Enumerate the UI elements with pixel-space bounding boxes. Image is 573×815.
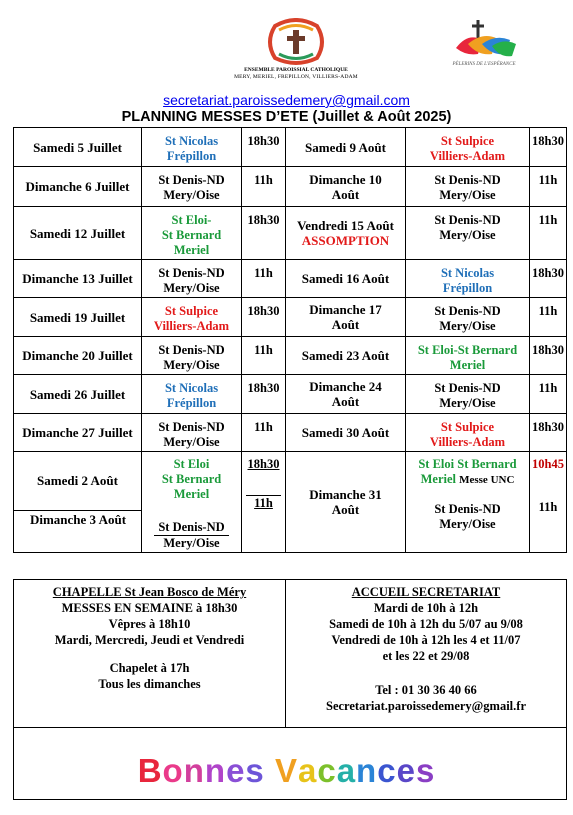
banner-letter: a xyxy=(297,752,318,789)
date-cell: Samedi 5 Juillet xyxy=(14,128,142,167)
location-cell: St Nicolas Frépillon xyxy=(142,375,242,414)
logo-text-line1: ENSEMBLE PAROISSIAL CATHOLIQUE xyxy=(244,67,348,73)
time-cell: 18h30 xyxy=(530,414,567,452)
date-cell: Samedi 12 Juillet xyxy=(14,207,142,260)
time-cell: 18h30 xyxy=(530,337,567,375)
banner-letter: V xyxy=(274,752,298,789)
date-cell: Samedi 26 Juillet xyxy=(14,375,142,414)
time-cell: 18h30 xyxy=(530,260,567,298)
location-cell: St Eloi- St Bernard Meriel xyxy=(142,207,242,260)
secretariat-title: ACCUEIL SECRETARIAT xyxy=(351,585,501,599)
cross-logo-icon xyxy=(265,18,327,66)
date-cell: Samedi 30 Août xyxy=(286,414,406,452)
secretariat-email[interactable]: Secretariat.paroissedemery@gmail.fr xyxy=(326,699,526,713)
banner-letter: B xyxy=(137,752,163,789)
pilgrims-logo-icon xyxy=(448,14,520,62)
location-cell: St Denis-ND Mery/Oise xyxy=(142,337,242,375)
banner-letter: c xyxy=(317,752,337,789)
banner-letter: a xyxy=(336,752,357,789)
chapel-info: CHAPELLE St Jean Bosco de Méry MESSES EN SEMAINE à 18h30 Vêpres à 18h10 Mardi, Mercredi, Jeudi et Vendredi Chapelet à 17h Tous les dimanches xyxy=(14,580,286,728)
table-row xyxy=(14,167,567,207)
location-cell: St Eloi St Bernard Meriel Messe UNC St Denis-ND Mery/Oise xyxy=(406,452,530,553)
time-cell: 11h xyxy=(242,167,286,207)
date-cell: Dimanche 13 Juillet xyxy=(14,260,142,298)
location-cell: St Denis-ND Mery/Oise xyxy=(142,167,242,207)
date-cell: Samedi 9 Août xyxy=(286,128,406,167)
location-cell: St Nicolas Frépillon xyxy=(406,260,530,298)
banner-letter: c xyxy=(377,752,397,789)
date-cell: Dimanche 31 Août xyxy=(286,452,406,553)
feast-label: ASSOMPTION xyxy=(301,233,390,248)
chapel-title: CHAPELLE St Jean Bosco de Méry xyxy=(52,585,247,599)
date-cell: Dimanche 24 Août xyxy=(286,375,406,414)
location-cell: St Sulpice Villiers-Adam xyxy=(406,128,530,167)
time-cell: 11h xyxy=(530,167,567,207)
time-cell: 18h30 xyxy=(242,128,286,167)
table-row xyxy=(14,337,567,375)
date-cell: Samedi 23 Août xyxy=(286,337,406,375)
location-cell: St Eloi St Bernard Meriel St Denis-ND Mery/Oise xyxy=(142,452,242,553)
location-cell: St Sulpice Villiers-Adam xyxy=(406,414,530,452)
location-cell: St Eloi-St Bernard Meriel xyxy=(406,337,530,375)
table-row xyxy=(14,375,567,414)
table-row xyxy=(14,414,567,452)
date-cell: Dimanche 10 Août xyxy=(286,167,406,207)
logo-caption: PÈLERINS DE L'ESPÉRANCE xyxy=(452,62,516,67)
time-cell: 18h30 xyxy=(242,207,286,260)
date-cell: Samedi 19 Juillet xyxy=(14,298,142,337)
time-cell: 11h xyxy=(530,207,567,260)
bonnes-vacances-banner xyxy=(0,752,573,790)
banner-letter: n xyxy=(204,752,227,789)
table-row xyxy=(14,128,567,167)
table-row xyxy=(14,207,567,260)
email-link[interactable]: secretariat.paroissedemery@gmail.com xyxy=(163,92,410,108)
date-cell: Dimanche 27 Juillet xyxy=(14,414,142,452)
location-cell: St Denis-ND Mery/Oise xyxy=(406,298,530,337)
banner-letter: o xyxy=(162,752,184,789)
time-cell: 18h30 xyxy=(242,375,286,414)
date-cell: Samedi 2 Août Dimanche 3 Août xyxy=(14,452,142,553)
time-cell: 18h30 11h xyxy=(242,452,286,553)
banner-letter: e xyxy=(226,752,246,789)
location-cell: St Denis-ND Mery/Oise xyxy=(406,375,530,414)
time-cell: 18h30 xyxy=(530,128,567,167)
time-cell: 11h xyxy=(530,375,567,414)
time-cell: 11h xyxy=(242,260,286,298)
date-cell: Vendredi 15 Août ASSOMPTION xyxy=(286,207,406,260)
table-row xyxy=(14,260,567,298)
page-title: PLANNING MESSES D’ETE (Juillet & Août 2025) xyxy=(121,109,452,125)
jubilee-logo xyxy=(448,14,520,70)
banner-letter: e xyxy=(396,752,416,789)
date-cell: Samedi 16 Août xyxy=(286,260,406,298)
secretariat-info: ACCUEIL SECRETARIAT Mardi de 10h à 12h Samedi de 10h à 12h du 5/07 au 9/08 Vendredi de 10h à 12h les 4 et 11/07 et les 22 et 29/08 Tel : 01 30 36 40 66 Secretariat.paroissedemery@gmail.fr xyxy=(286,580,567,728)
location-cell: St Sulpice Villiers-Adam xyxy=(142,298,242,337)
date-cell: Dimanche 6 Juillet xyxy=(14,167,142,207)
banner-letter xyxy=(265,752,275,790)
date-cell: Dimanche 17 Août xyxy=(286,298,406,337)
location-cell: St Nicolas Frépillon xyxy=(142,128,242,167)
table-row xyxy=(14,452,567,553)
time-cell: 11h xyxy=(242,337,286,375)
banner-letter: n xyxy=(356,752,378,789)
time-cell: 11h xyxy=(242,414,286,452)
banner-letter: s xyxy=(245,752,265,789)
time-cell: 18h30 xyxy=(242,298,286,337)
time-cell: 11h xyxy=(530,298,567,337)
banner-letter: n xyxy=(183,752,205,789)
parish-logo xyxy=(222,18,370,80)
time-cell: 10h45 11h xyxy=(530,452,567,553)
location-cell: St Denis-ND Mery/Oise xyxy=(142,260,242,298)
location-cell: St Denis-ND Mery/Oise xyxy=(406,207,530,260)
location-cell: St Denis-ND Mery/Oise xyxy=(142,414,242,452)
logo-text-line2: MERY, MERIEL, FREPILLON, VILLIERS-ADAM xyxy=(234,74,358,80)
banner-letter: s xyxy=(415,752,436,789)
location-cell: St Denis-ND Mery/Oise xyxy=(406,167,530,207)
table-row xyxy=(14,298,567,337)
date-cell: Dimanche 20 Juillet xyxy=(14,337,142,375)
schedule-table xyxy=(13,127,567,553)
